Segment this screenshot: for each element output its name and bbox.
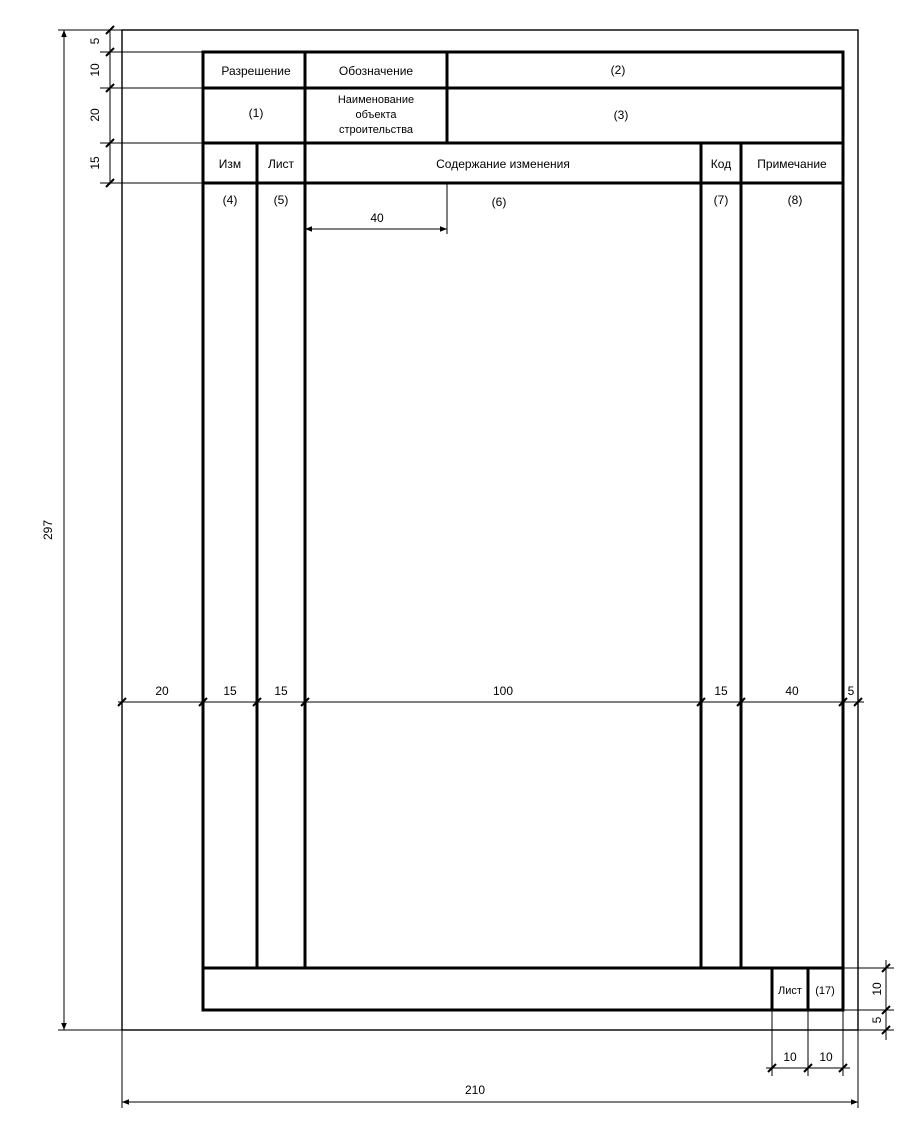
column-label-rev: Изм bbox=[218, 157, 242, 171]
dim-left-row-5: 5 bbox=[88, 37, 102, 45]
column-label-note: Примечание bbox=[757, 157, 827, 171]
dim-h-40: 40 bbox=[785, 684, 799, 698]
dimension-lines bbox=[58, 30, 894, 1108]
object-name-ref: (3) bbox=[613, 108, 629, 122]
dim-h-5: 5 bbox=[847, 684, 855, 698]
footer-sheet-ref: (17) bbox=[815, 985, 835, 997]
permission-ref: (1) bbox=[248, 106, 264, 120]
column-label-sheet: Лист bbox=[267, 157, 295, 171]
permission-label: Разрешение bbox=[221, 64, 291, 78]
column-ref-code: (7) bbox=[713, 193, 729, 207]
form-outline bbox=[203, 52, 843, 1010]
column-ref-rev: (4) bbox=[222, 193, 238, 207]
dim-right-10: 10 bbox=[870, 982, 884, 996]
dim-height: 297 bbox=[41, 519, 55, 541]
dim-left-row-10: 10 bbox=[88, 63, 102, 77]
dim-h-100: 100 bbox=[492, 684, 514, 698]
dim-h-15a: 15 bbox=[223, 684, 237, 698]
dim-h-20: 20 bbox=[155, 684, 169, 698]
column-ref-sheet: (5) bbox=[273, 193, 289, 207]
dim-width: 210 bbox=[464, 1083, 486, 1097]
dim-left-row-15: 15 bbox=[88, 156, 102, 170]
dim-right-5: 5 bbox=[870, 1016, 884, 1024]
dim-left-row-20: 20 bbox=[88, 108, 102, 122]
designation-ref: (2) bbox=[610, 63, 626, 77]
object-name-line-1: Наименование bbox=[337, 94, 415, 106]
column-label-code: Код bbox=[710, 157, 732, 171]
dim-bottom-10b: 10 bbox=[819, 1050, 833, 1064]
object-name-line-3: строительства bbox=[338, 124, 414, 136]
designation-label: Обозначение bbox=[338, 64, 414, 78]
dim-inner-40: 40 bbox=[370, 211, 384, 225]
column-ref-note: (8) bbox=[787, 193, 803, 207]
object-name-line-2: объекта bbox=[355, 109, 397, 121]
column-ref-content: (6) bbox=[491, 195, 507, 209]
form-frame bbox=[203, 52, 843, 1010]
dim-bottom-10a: 10 bbox=[783, 1050, 797, 1064]
sheet-border bbox=[122, 30, 858, 1030]
dim-h-15c: 15 bbox=[714, 684, 728, 698]
dim-h-15b: 15 bbox=[274, 684, 288, 698]
column-label-content: Содержание изменения bbox=[436, 157, 570, 171]
footer-sheet-label: Лист bbox=[778, 985, 802, 997]
